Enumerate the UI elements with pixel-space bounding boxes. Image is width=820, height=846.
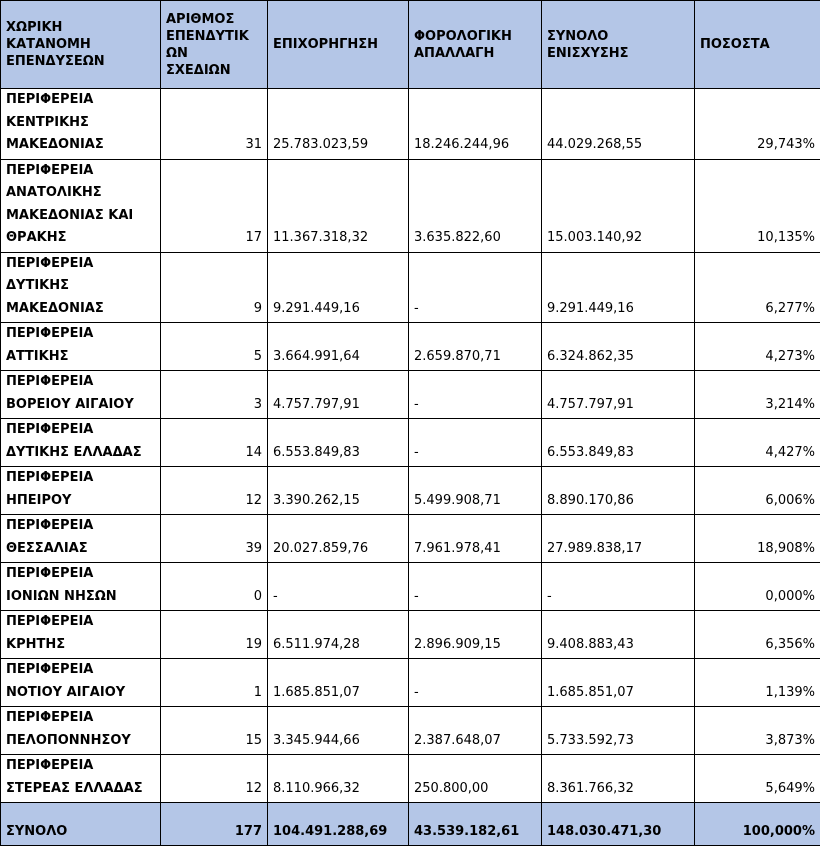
grant-amount: 3.345.944,66: [268, 707, 409, 755]
project-count: 5: [161, 323, 268, 371]
project-count: 17: [161, 159, 268, 252]
header-line: ΧΩΡΙΚΗ: [6, 19, 155, 36]
header-count: [161, 1, 268, 89]
total-aid-amount: 27.989.838,17: [542, 515, 695, 563]
percentage: 10,135%: [695, 159, 820, 252]
grant-amount: 6.553.849,83: [268, 419, 409, 467]
project-count: 31: [161, 89, 268, 160]
tax-exemption-amount: 2.896.909,15: [409, 611, 542, 659]
region-name: [1, 323, 161, 371]
total-aid-amount: 9.291.449,16: [542, 252, 695, 323]
header-percentage: [695, 1, 820, 89]
region-line: ΒΟΡΕΙΟΥ ΑΙΓΑΙΟΥ: [6, 394, 155, 417]
region-name: [1, 89, 161, 160]
region-line: ΠΕΡΙΦΕΡΕΙΑ: [6, 755, 155, 778]
project-count: 0: [161, 563, 268, 611]
region-line: ΝΟΤΙΟΥ ΑΙΓΑΙΟΥ: [6, 682, 155, 705]
project-count: 9: [161, 252, 268, 323]
grant-amount: 25.783.023,59: [268, 89, 409, 160]
header-region: [1, 1, 161, 89]
header-line: ΠΟΣΟΣΤΑ: [700, 36, 815, 53]
tax-exemption-amount: -: [409, 419, 542, 467]
table-row: [1, 159, 820, 252]
region-line: ΠΕΡΙΦΕΡΕΙΑ: [6, 515, 155, 538]
grant-amount: 3.390.262,15: [268, 467, 409, 515]
totals-grant: 104.491.288,69: [268, 803, 409, 846]
region-line: ΠΕΡΙΦΕΡΕΙΑ: [6, 707, 155, 730]
table-row: [1, 611, 820, 659]
region-line: ΔΥΤΙΚΗΣ ΕΛΛΑΔΑΣ: [6, 442, 155, 465]
region-line: ΔΥΤΙΚΗΣ: [6, 275, 155, 298]
region-line: ΙΟΝΙΩΝ ΝΗΣΩΝ: [6, 586, 155, 609]
total-aid-amount: 44.029.268,55: [542, 89, 695, 160]
region-name: [1, 515, 161, 563]
project-count: 39: [161, 515, 268, 563]
totals-count: 177: [161, 803, 268, 846]
region-line: ΠΕΡΙΦΕΡΕΙΑ: [6, 563, 155, 586]
region-name: [1, 755, 161, 803]
totals-label: ΣΥΝΟΛΟ: [1, 803, 161, 846]
region-line: ΠΕΡΙΦΕΡΕΙΑ: [6, 611, 155, 634]
percentage: 5,649%: [695, 755, 820, 803]
grant-amount: 4.757.797,91: [268, 371, 409, 419]
total-aid-amount: 5.733.592,73: [542, 707, 695, 755]
region-line: ΠΕΡΙΦΕΡΕΙΑ: [6, 371, 155, 394]
percentage: 3,873%: [695, 707, 820, 755]
header-line: ΣΥΝΟΛΟ: [547, 28, 689, 45]
header-line: ΦΟΡΟΛΟΓΙΚΗ: [414, 28, 536, 45]
tax-exemption-amount: -: [409, 371, 542, 419]
project-count: 1: [161, 659, 268, 707]
header-line: ΑΠΑΛΛΑΓΗ: [414, 45, 536, 62]
region-name: [1, 707, 161, 755]
header-line: ΩΝ: [166, 45, 262, 62]
region-line: ΘΕΣΣΑΛΙΑΣ: [6, 538, 155, 561]
percentage: 6,006%: [695, 467, 820, 515]
total-aid-amount: 15.003.140,92: [542, 159, 695, 252]
grant-amount: 3.664.991,64: [268, 323, 409, 371]
table-row: [1, 515, 820, 563]
total-aid-amount: 9.408.883,43: [542, 611, 695, 659]
table-body: [1, 89, 820, 803]
total-aid-amount: 4.757.797,91: [542, 371, 695, 419]
region-line: ΠΕΡΙΦΕΡΕΙΑ: [6, 467, 155, 490]
total-aid-amount: 1.685.851,07: [542, 659, 695, 707]
table-row: [1, 755, 820, 803]
grant-amount: 6.511.974,28: [268, 611, 409, 659]
region-line: ΚΡΗΤΗΣ: [6, 634, 155, 657]
header-line: ΕΠΙΧΟΡΗΓΗΣΗ: [273, 36, 403, 53]
tax-exemption-amount: -: [409, 659, 542, 707]
region-line: ΘΡΑΚΗΣ: [6, 227, 155, 250]
percentage: 29,743%: [695, 89, 820, 160]
region-line: ΜΑΚΕΔΟΝΙΑΣ: [6, 134, 155, 157]
tax-exemption-amount: -: [409, 563, 542, 611]
tax-exemption-amount: 18.246.244,96: [409, 89, 542, 160]
percentage: 18,908%: [695, 515, 820, 563]
total-aid-amount: 6.324.862,35: [542, 323, 695, 371]
table-row: [1, 89, 820, 160]
tax-exemption-amount: 250.800,00: [409, 755, 542, 803]
grant-amount: 8.110.966,32: [268, 755, 409, 803]
grant-amount: 9.291.449,16: [268, 252, 409, 323]
percentage: 3,214%: [695, 371, 820, 419]
header-line: ΚΑΤΑΝΟΜΗ: [6, 36, 155, 53]
header-line: ΕΠΕΝΔΥΤΙΚ: [166, 28, 262, 45]
percentage: 0,000%: [695, 563, 820, 611]
tax-exemption-amount: 5.499.908,71: [409, 467, 542, 515]
percentage: 4,427%: [695, 419, 820, 467]
region-line: ΠΕΡΙΦΕΡΕΙΑ: [6, 253, 155, 276]
project-count: 3: [161, 371, 268, 419]
region-name: [1, 371, 161, 419]
table-row: [1, 419, 820, 467]
project-count: 19: [161, 611, 268, 659]
project-count: 12: [161, 467, 268, 515]
project-count: 15: [161, 707, 268, 755]
header-line: ΕΝΙΣΧΥΣΗΣ: [547, 45, 689, 62]
region-name: [1, 159, 161, 252]
header-row: [1, 1, 820, 89]
header-line: ΑΡΙΘΜΟΣ: [166, 11, 262, 28]
totals-total: 148.030.471,30: [542, 803, 695, 846]
grant-amount: 1.685.851,07: [268, 659, 409, 707]
header-line: ΕΠΕΝΔΥΣΕΩΝ: [6, 53, 155, 70]
region-line: ΜΑΚΕΔΟΝΙΑΣ ΚΑΙ: [6, 205, 155, 228]
header-grant: [268, 1, 409, 89]
region-line: ΣΤΕΡΕΑΣ ΕΛΛΑΔΑΣ: [6, 778, 155, 801]
grant-amount: 11.367.318,32: [268, 159, 409, 252]
totals-tax: 43.539.182,61: [409, 803, 542, 846]
region-name: [1, 659, 161, 707]
region-line: ΚΕΝΤΡΙΚΗΣ: [6, 112, 155, 135]
percentage: 6,356%: [695, 611, 820, 659]
table-row: [1, 707, 820, 755]
region-line: ΠΕΡΙΦΕΡΕΙΑ: [6, 323, 155, 346]
tax-exemption-amount: 2.387.648,07: [409, 707, 542, 755]
table-row: [1, 467, 820, 515]
header-tax-exemption: [409, 1, 542, 89]
table-row: [1, 252, 820, 323]
tax-exemption-amount: 2.659.870,71: [409, 323, 542, 371]
region-line: ΗΠΕΙΡΟΥ: [6, 490, 155, 513]
tax-exemption-amount: -: [409, 252, 542, 323]
tax-exemption-amount: 3.635.822,60: [409, 159, 542, 252]
grant-amount: 20.027.859,76: [268, 515, 409, 563]
region-line: ΠΕΡΙΦΕΡΕΙΑ: [6, 659, 155, 682]
total-aid-amount: -: [542, 563, 695, 611]
region-line: ΠΕΡΙΦΕΡΕΙΑ: [6, 419, 155, 442]
region-line: ΜΑΚΕΔΟΝΙΑΣ: [6, 298, 155, 321]
region-name: [1, 467, 161, 515]
region-name: [1, 419, 161, 467]
region-line: ΠΕΡΙΦΕΡΕΙΑ: [6, 89, 155, 112]
region-name: [1, 611, 161, 659]
region-line: ΑΝΑΤΟΛΙΚΗΣ: [6, 182, 155, 205]
percentage: 6,277%: [695, 252, 820, 323]
region-line: ΑΤΤΙΚΗΣ: [6, 346, 155, 369]
tax-exemption-amount: 7.961.978,41: [409, 515, 542, 563]
percentage: 1,139%: [695, 659, 820, 707]
table-row: [1, 563, 820, 611]
percentage: 4,273%: [695, 323, 820, 371]
region-name: [1, 252, 161, 323]
table-row: [1, 659, 820, 707]
project-count: 12: [161, 755, 268, 803]
table-row: [1, 323, 820, 371]
table-row: [1, 371, 820, 419]
total-aid-amount: 8.361.766,32: [542, 755, 695, 803]
header-line: ΣΧΕΔΙΩΝ: [166, 62, 262, 79]
project-count: 14: [161, 419, 268, 467]
region-line: ΠΕΡΙΦΕΡΕΙΑ: [6, 160, 155, 183]
grant-amount: -: [268, 563, 409, 611]
total-aid-amount: 8.890.170,86: [542, 467, 695, 515]
totals-pct: 100,000%: [695, 803, 820, 846]
region-name: [1, 563, 161, 611]
header-total-aid: [542, 1, 695, 89]
total-aid-amount: 6.553.849,83: [542, 419, 695, 467]
region-line: ΠΕΛΟΠΟΝΝΗΣΟΥ: [6, 730, 155, 753]
